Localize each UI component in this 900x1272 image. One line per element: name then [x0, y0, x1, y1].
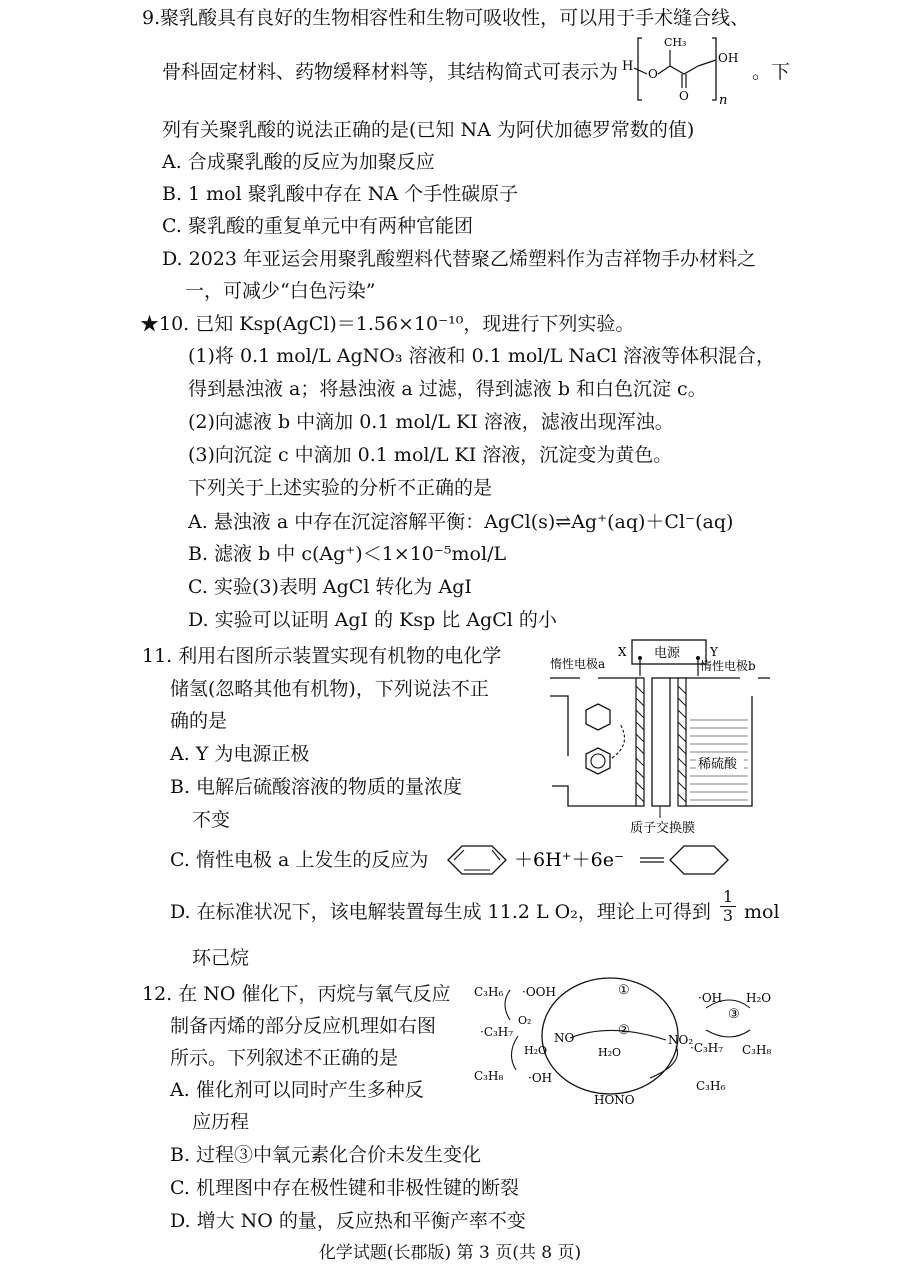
fraction-numerator: 1	[722, 887, 734, 906]
q11-line3: 确的是	[170, 710, 228, 732]
formula-ch3: CH₃	[664, 36, 687, 49]
mech-c3h8: C₃H₈	[742, 1043, 772, 1057]
q10-step1-line1: (1)将 0.1 mol/L AgNO₃ 溶液和 0.1 mol/L NaCl 溶液等体积混合，	[188, 345, 776, 367]
reaction-mechanism-diagram	[470, 974, 790, 1114]
fraction-denominator: 3	[722, 906, 734, 925]
cyclohexane-ring-icon	[670, 846, 728, 874]
electrode-a-label: 惰性电极a	[550, 657, 606, 671]
q9-line2-end: 。下	[752, 61, 791, 83]
cyclohexane-icon	[586, 704, 610, 730]
q12-option-b: B. 过程③中氧元素化合价未发生变化	[170, 1144, 482, 1166]
q11-option-c: C. 惰性电极 a 上发生的反应为	[170, 849, 429, 871]
sulfuric-acid-label: 稀硫酸	[698, 757, 738, 772]
q9-option-d-line1: D. 2023 年亚运会用聚乳酸塑料代替聚乙烯塑料作为吉祥物手办材料之	[162, 248, 757, 270]
q10-line1: ★10. 已知 Ksp(AgCl)＝1.56×10⁻¹⁰，现进行下列实验。	[140, 313, 635, 335]
mech-step1: ①	[618, 983, 630, 998]
mech-h2o-right: H₂O	[746, 991, 772, 1005]
mech-step3: ③	[728, 1007, 740, 1022]
mech-no: NO	[554, 1031, 575, 1045]
mech-no2: NO₂	[668, 1033, 694, 1047]
equation-middle: ＋6H⁺＋6e⁻	[514, 849, 625, 871]
q9-option-d-line2: 一，可减少“白色污染”	[185, 280, 376, 302]
formula-h: H	[622, 59, 634, 74]
mech-step2: ②	[618, 1023, 630, 1038]
q11-line2: 储氢(忽略其他有机物)，下列说法不正	[170, 678, 489, 700]
mech-h2o-b: H₂O	[598, 1046, 622, 1059]
electrolysis-diagram	[540, 636, 780, 836]
q12-line2: 制备丙烯的部分反应机理如右图	[170, 1015, 437, 1037]
mech-c3h6-a: C₃H₆	[474, 985, 504, 999]
formula-oh: OH	[718, 51, 739, 65]
q9-option-b: B. 1 mol 聚乳酸中存在 NA 个手性碳原子	[162, 183, 519, 205]
q11-option-b-line1: B. 电解后硫酸溶液的物质的量浓度	[170, 776, 463, 798]
q12-option-d: D. 增大 NO 的量，反应热和平衡产率不变	[170, 1210, 526, 1232]
q10-option-a: A. 悬浊液 a 中存在沉淀溶解平衡：AgCl(s)⇌Ag⁺(aq)＋Cl⁻(aq)	[188, 511, 734, 533]
power-label: 电源	[654, 646, 681, 661]
proton-exchange-membrane	[652, 678, 670, 806]
q11-option-d-line2: 环己烷	[192, 947, 250, 969]
mech-h2o-a: H₂O	[524, 1044, 548, 1057]
q10-stem: 下列关于上述实验的分析不正确的是	[188, 477, 493, 499]
mech-c3h6-b: C₃H₆	[696, 1079, 726, 1093]
formula-n: n	[719, 93, 728, 106]
q9-option-a: A. 合成聚乳酸的反应为加聚反应	[162, 151, 435, 173]
q9-line2: 骨科固定材料、药物缓释材料等，其结构简式可表示为	[162, 61, 619, 83]
page-footer: 化学试题(长郡版) 第 3 页(共 8 页)	[318, 1243, 582, 1263]
polylactic-acid-structure	[620, 26, 750, 106]
q12-line3: 所示。下列叙述不正确的是	[170, 1047, 399, 1069]
q10-option-d: D. 实验可以证明 AgI 的 Ksp 比 AgCl 的小	[188, 609, 557, 631]
mech-c3h7-b: ·C₃H₇	[690, 1041, 724, 1055]
mech-c3h8-b: C₃H₈	[474, 1069, 504, 1083]
q11-option-b-line2: 不变	[192, 809, 231, 831]
terminal-y: Y	[710, 645, 718, 659]
q9-line1: 9.聚乳酸具有良好的生物相容性和生物可吸收性，可以用于手术缝合线、	[142, 7, 750, 29]
q11-option-d-line1: D. 在标准状况下，该电解装置每生成 11.2 L O₂，理论上可得到	[170, 901, 711, 923]
mech-oh-left: ·OH	[528, 1071, 553, 1085]
q9-line3: 列有关聚乳酸的说法正确的是(已知 NA 为阿伏加德罗常数的值)	[162, 119, 695, 141]
formula-o2: O	[679, 89, 689, 103]
mech-o2: O₂	[518, 1014, 532, 1027]
q12-line1: 12. 在 NO 催化下，丙烷与氧气反应	[142, 983, 451, 1005]
q12-option-a-line1: A. 催化剂可以同时产生多种反	[170, 1079, 424, 1101]
mech-hono: HONO	[594, 1093, 635, 1107]
electrode-b-label: 惰性电极b	[700, 659, 756, 673]
fraction	[720, 888, 736, 925]
q10-step3: (3)向沉淀 c 中滴加 0.1 mol/L KI 溶液，沉淀变为黄色。	[188, 444, 673, 466]
q11-option-a: A. Y 为电源正极	[170, 743, 310, 765]
q10-option-b: B. 滤液 b 中 c(Ag⁺)＜1×10⁻⁵mol/L	[188, 543, 507, 565]
mech-c3h7-a: ·C₃H₇	[480, 1025, 514, 1039]
option-c-equation	[440, 840, 740, 880]
q10-option-c: C. 实验(3)表明 AgCl 转化为 AgI	[188, 576, 472, 598]
q10-step2: (2)向滤液 b 中滴加 0.1 mol/L KI 溶液，滤液出现浑浊。	[188, 411, 674, 433]
q11-line1: 11. 利用右图所示装置实现有机物的电化学	[142, 645, 502, 667]
formula-o1: O	[648, 67, 658, 81]
benzene-icon	[586, 748, 610, 774]
q10-step1-line2: 得到悬浊液 a；将悬浊液 a 过滤，得到滤液 b 和白色沉淀 c。	[188, 378, 707, 400]
membrane-label: 质子交换膜	[630, 821, 696, 836]
q12-option-c: C. 机理图中存在极性键和非极性键的断裂	[170, 1177, 519, 1199]
q9-option-c: C. 聚乳酸的重复单元中有两种官能团	[162, 215, 473, 237]
q11-option-d-unit: mol	[744, 901, 780, 923]
q12-option-a-line2: 应历程	[192, 1111, 250, 1133]
mech-ooh: ·OOH	[522, 985, 556, 999]
terminal-x: X	[618, 645, 627, 659]
mech-oh-right: ·OH	[698, 991, 723, 1005]
